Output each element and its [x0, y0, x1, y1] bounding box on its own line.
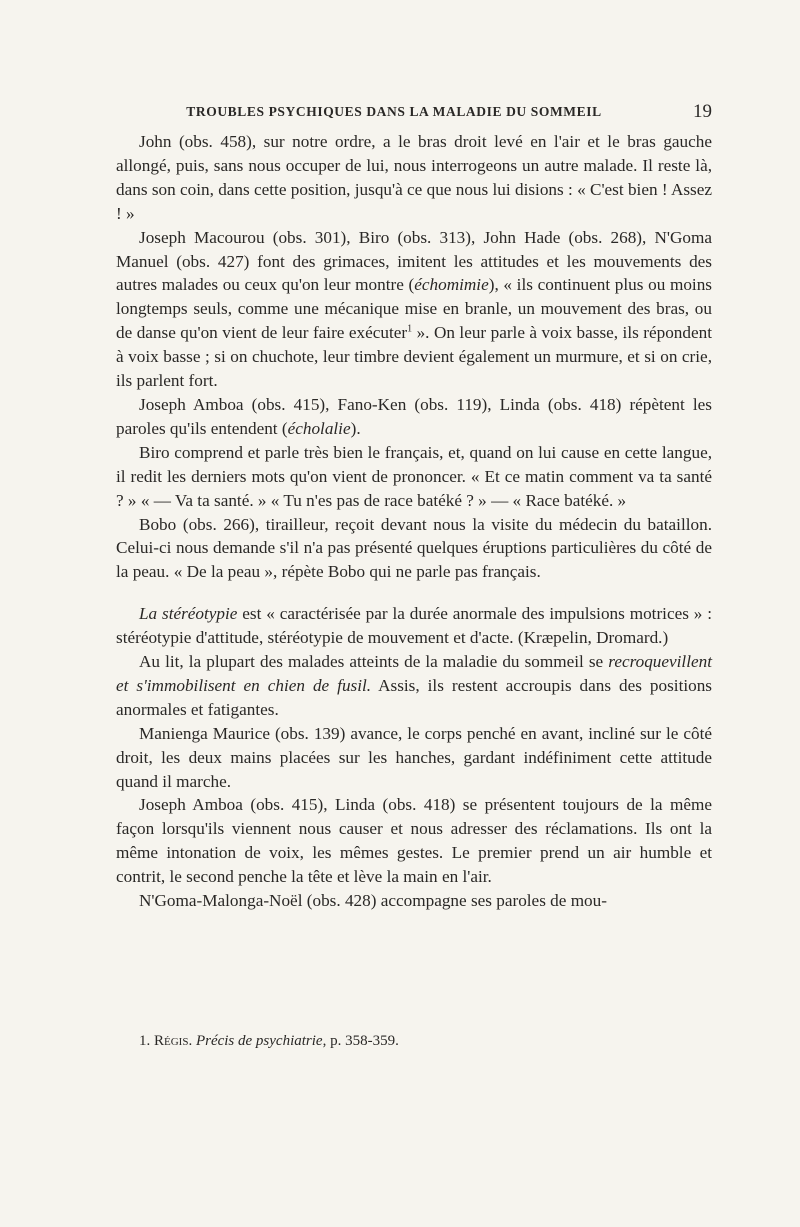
running-head: TROUBLES PSYCHIQUES DANS LA MALADIE DU SOMMEIL	[186, 104, 602, 119]
footnote-ref[interactable]: 1	[407, 323, 413, 335]
paragraph-4: Biro comprend et parle très bien le français, et, quand on lui cause en cette langue, il redit les derniers mots qu'on vient de prononcer. « Et ce matin comment va ta santé ? » « — Va ta santé. » « Tu n'es pas de race batéké ? » — « Race batéké. »	[116, 442, 712, 510]
footnote	[116, 1031, 712, 1051]
paragraph-2: Joseph Macourou (obs. 301), Biro (obs. 313), John Hade (obs. 268), N'Goma Manuel (obs. 427) font des grimaces, imitent les attitudes et les mouvements des autres malades ou ceux qu'on leur montre (échomimie), « ils continuent plus ou moins longtemps seuls, comme une mécanique mise en branle, un mouvement des bras, ou de danse qu'on vient de leur faire exécuter$^1$ ». On leur parle à voix basse, ils répondent à voix basse ; si on chuchote, leur timbre devient également un murmure, et si on crie, ils parlent fort.	[116, 227, 712, 391]
paragraph-1: John (obs. 458), sur notre ordre, a le bras droit levé en l'air et le bras gauche allongé, puis, sans nous occuper de lui, nous interrogeons un autre malade. Il reste là, dans son coin, dans cette position, jusqu'à ce que nous lui disions : « C'est bien ! Assez ! »	[116, 132, 712, 223]
footnote-title: Précis de psychiatrie	[195, 1033, 323, 1049]
paragraph-3: Joseph Amboa (obs. 415), Fano-Ken (obs. 119), Linda (obs. 418) répètent les paroles qu'ils entendent (écholalie).	[116, 394, 712, 438]
paragraph-5: Bobo (obs. 266), tirailleur, reçoit devant nous la visite du médecin du bataillon. Celui-ci nous demande s'il n'a pas présenté quelques éruptions particulières du côté de la peau. « De la peau », répète Bobo qui ne parle pas français.	[116, 514, 712, 582]
footnote-author: Régis.	[154, 1033, 193, 1049]
paragraph-6: La stéréotypie est « caractérisée par la durée anormale des impulsions motrices » : stéréotypie d'attitude, stéréotypie de mouvement et d'acte. (Kræpelin, Dromard.)	[116, 604, 712, 648]
footnote-1: 1. Régis. Précis de psychiatrie, p. 358-359.	[139, 1033, 399, 1049]
page-header	[116, 101, 712, 126]
page-number: 19	[693, 101, 712, 122]
paragraph-10: N'Goma-Malonga-Noël (obs. 428) accompagne ses paroles de mou-	[139, 891, 607, 911]
paragraph-7: Au lit, la plupart des malades atteints de la maladie du sommeil se recroquevillent et s'immobilisent en chien de fusil. Assis, ils restent accroupis dans des positions anormales et fatigantes.	[116, 652, 712, 719]
paragraph-8: Manienga Maurice (obs. 139) avance, le corps penché en avant, incliné sur le côté droit, les deux mains placées sur les hanches, gardant indéfiniment cette attitude quand il marche.	[116, 723, 712, 791]
paragraph-9: Joseph Amboa (obs. 415), Linda (obs. 418) se présentent toujours de la même façon lorsqu'ils viennent nous causer et nous adresser des réclamations. Ils ont la même intonation de voix, les mêmes gestes. Le premier prend un air humble et contrit, le second penche la tête et lève la main en l'air.	[116, 795, 712, 887]
body-text	[116, 130, 712, 913]
